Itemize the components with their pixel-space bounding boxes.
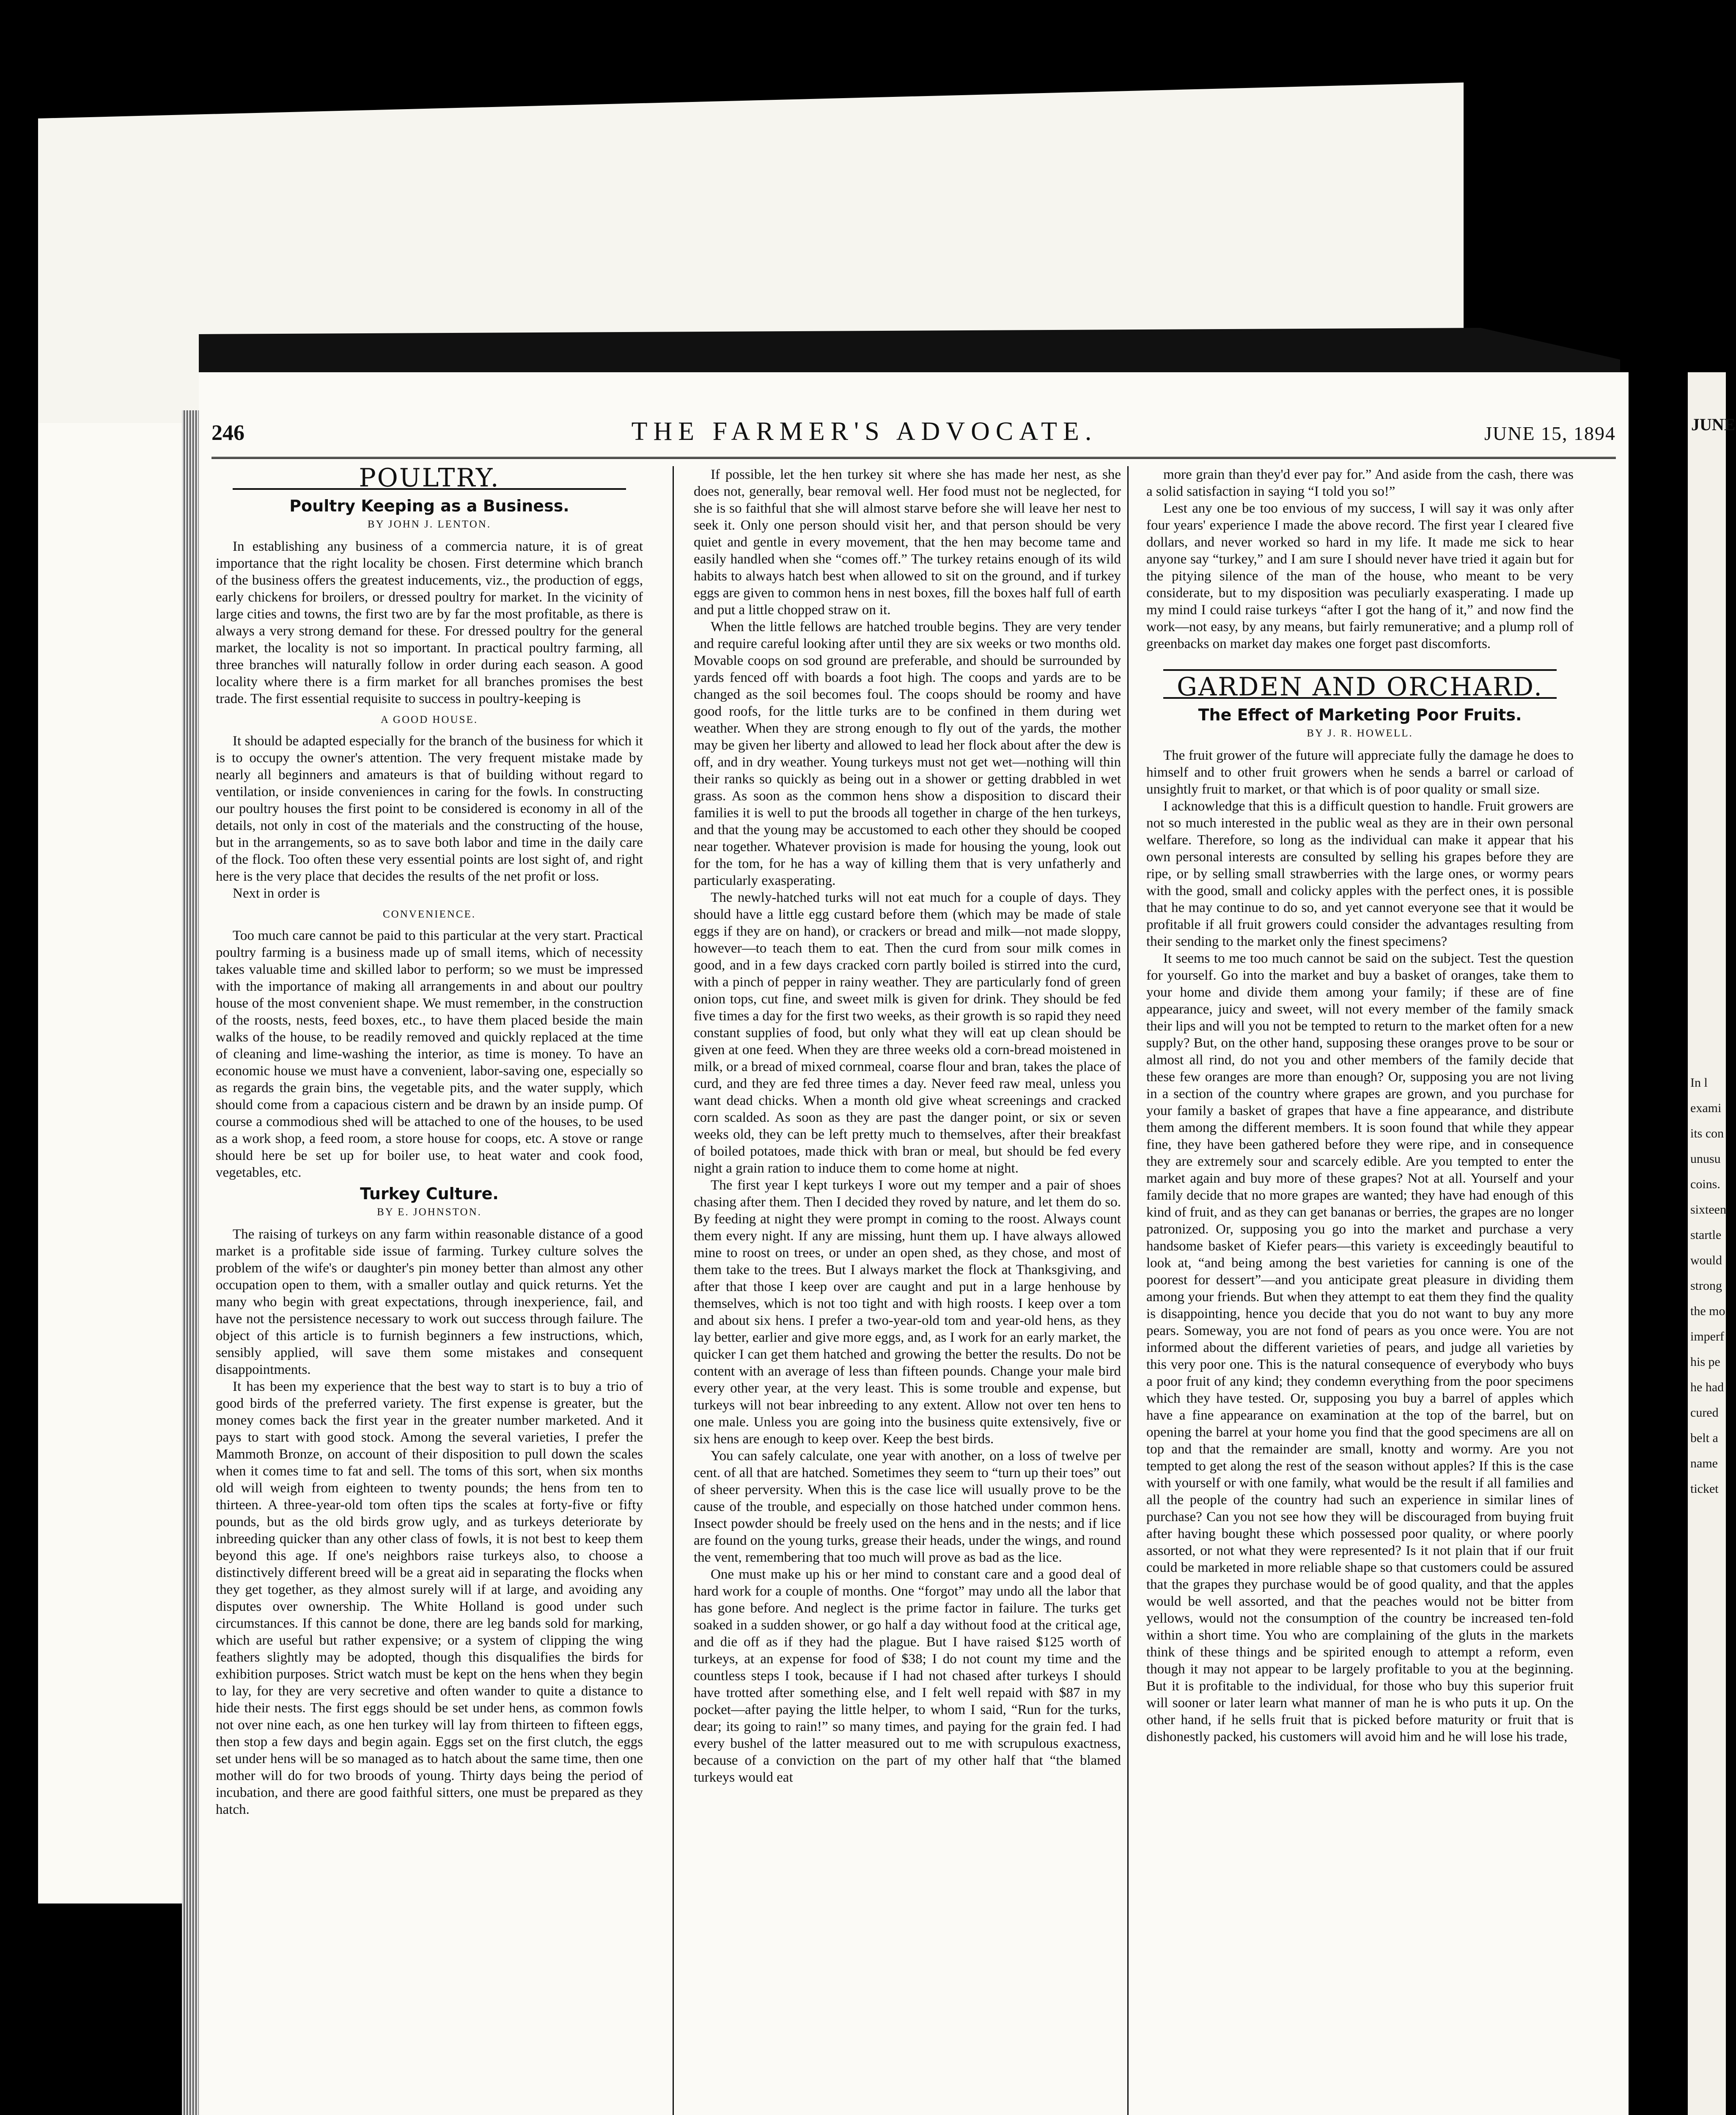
paragraph: It seems to me too much cannot be said on the subject. Test the question for yourself. Go into the market and buy a basket of oranges, take them to your home and divide them among your family; if these are of fine appearance, juicy and sweet, will not every member of the family smack their lips and will you not be tempted to return to the market often for a new supply? But, on the other hand, supposing these oranges prove to be sour or almost all rind, do not you and other members of the family decide that these few oranges are more than enough? Or, supposing you are not living in a section of the country where grapes are grown, and you purchase for your family a basket of grapes that have a fine appearance, and distribute them among the different members. It is soon found that while they appear fine, they have been gathered before they were ripe, and in consequence they are extremely sour and scarcely edible. Are you tempted to enter the market again and buy more of these grapes? Not at all. Yourself and your family decide that no more grapes are wanted; they have had enough of this kind of fruit, and as they can get bananas or berries, the grapes are no longer patronized. Or, supposing you go into the market and purchase a very handsome basket of Kiefer pears—this variety is exceedingly beautiful to look at, “and being among the best varieties for canning is one of the poorest for dessert”—and you anticipate great pleasure in dividing them among your friends. But when they attempt to eat them they find the quality is disappointing, hence you decide that you do not want to buy any more pears. Someway, you are not fond of pears as you once were. You are not informed about the different varieties of pears, and judge all varieties by this very poor one. This is the natural consequence of everybody who buys a poor fruit of any kind; they condemn everything from the poor specimens which they have tested. Or, supposing you buy a barrel of apples which have a fine appearance on examination at the top of the barrel, but on opening the barrel at your home you find that the good specimens are all on top and that the remainder are small, knotty and wormy. Are you not tempted to get along the rest of the season without apples? If this is the case with yourself or with one family, what would be the result if all families and all the people of the country had such an experience in similar lines of purchase? Can you not see how they will be discouraged from buying fruit after having bought these which possessed poor quality, or where poorly assorted, or not what they were represented? Is it not plain that if our fruit could be marketed in more reliable shape so that customers could be assured that the grapes they purchase would be of good quality, and that the apples would be well assorted, and that the peaches would not be bitter from yellows, would not the consumption of the country be increased ten-fold within a short time. You who are complaining of the gluts in the markets think of these things and be spirited enough to attempt a reform, even though it may not appear to be largely profitable to you at the beginning. But it is profitable to the individual, for those who buy this superior fruit will sooner or later learn what manner of man he is who puts it up. On the other hand, if he sells fruit that is picked before maturity or fruit that is dishonestly packed, his customers will avoid him and he will lose his trade, [1146,951,1574,1744]
adjacent-page-text [1690,1070,1726,1502]
snippet: imperf [1690,1329,1724,1343]
paragraph: If possible, let the hen turkey sit where she has made her nest, as she does not, generally, bear removal well. Her food must not be neglected, for she is so faithful that she will almost starve before she will leave her nest to seek it. Only one person should visit her, and that person should be very quiet and gentle in every movement, that the hen may become tame and easily handled when she “comes off.” The turkey retains enough of its wild habits to always hatch best when allowed to sit on the ground, and if turkey eggs are given to common hens in nest boxes, fill the boxes half full of earth and put a little chopped straw on it. [694,467,1121,618]
masthead: THE FARMER'S ADVOCATE. [631,417,1098,446]
section-rule [1163,669,1557,671]
column-2 [694,466,1121,2115]
subhead-convenience: CONVENIENCE. [382,909,476,920]
paragraph: I acknowledge that this is a difficult question to handle. Fruit growers are not so much interested in the public weal as they are in their own personal welfare. Therefore, so long as the individual can make it appear that his own personal interests are consulted by selling his grapes before they are ripe, or by selling small strawberries with the large ones, or wormy pears with the good, small and colicky apples with the perfect ones, it is possible that he may continue to do so, and yet cannot everyone see that it would be profitable if all fruit growers could consider the advantages resulting from their sending to the market only the finest specimens? [1146,799,1574,949]
snippet: its con [1690,1126,1724,1140]
snippet: unusu [1690,1152,1721,1166]
paragraph: Next in order is [233,886,320,901]
article-title-poultry-business: Poultry Keeping as a Business. [289,497,569,515]
snippet: the mo [1690,1304,1725,1318]
paragraph: Lest any one be too envious of my success, I will say it was only after four years' experience I made the above record. The first year I cleared five dollars, and never worked so hard in my life. It made me sick to hear anyone say “turkey,” and I am sure I should never have tried it again but for the pitying silence of the man of the house, who meant to be very considerate, but to my disposition was peculiarly exasperating. I made up my mind I could raise turkeys “after I got the hang of it,” and now find the work—not easy, by any means, but fairly remunerative; and a plump roll of greenbacks on market day makes one forget past discomforts. [1146,501,1574,651]
snippet: startle [1690,1228,1722,1242]
column-rule [1127,466,1129,2115]
page-number: 246 [212,421,244,445]
book-binding-edge [182,410,201,2115]
paragraph: more grain than they'd ever pay for.” And aside from the cash, there was a solid satisfaction in saying “I told you so!” [1146,467,1574,499]
paragraph: One must make up his or her mind to constant care and a good deal of hard work for a couple of months. One “forgot” may undo all the labor that has gone before. And neglect is the prime factor in failure. The turks get soaked in a sudden shower, or go half a day without food at the critical age, and die off as if they had the plague. But I have raised $125 worth of turkeys, at an expense for food of $38; I do not count my time and the countless steps I took, because if I had not chased after turkeys I should have trotted after something else, and I felt well repaid with $87 in my pocket—after paying the little helper, to whom I said, “Run for the turks, dear; its going to rain!” so many times, and paying for the grain fed. I had every bushel of the latter measured out to me with scrupulous exactness, because of a conviction on the part of my other half that “the blamed turkeys would eat [694,1567,1121,1785]
paragraph: The raising of turkeys on any farm within reasonable distance of a good market is a profitable side issue of farming. Turkey culture solves the problem of the wife's or daughter's pin money better than almost any other occupation open to them, with a smaller outlay and quick returns. Yet the many who begin with great expectations, through inexperience, fail, and have not the persistence necessary to work out success through failure. The object of this article is to furnish beginners a few instructions, which, sensibly applied, will save them some mistakes and consequent disappointments. [216,1227,643,1377]
header-rule [212,457,1616,459]
snippet: exami [1690,1101,1722,1115]
snippet: belt a [1690,1431,1718,1445]
adjacent-page-fragment [1688,372,1736,2115]
snippet: his pe [1690,1355,1720,1369]
page-header [212,417,1616,455]
subhead-good-house: A GOOD HOUSE. [381,714,478,725]
paragraph: The newly-hatched turks will not eat much for a couple of days. They should have a little egg custard before them (which may be made of stale eggs if they are on hand), or crackers or bread and milk—not made sloppy, however—to teach them to eat. Then the curd from sour milk comes in good, and in a few days cracked corn partly boiled is stirred into the curd, with a pinch of pepper in rainy weather. They are particularly fond of green onion tops, cut fine, and sweet milk is given for drink. They should be fed five times a day for the first two weeks, as their growth is so rapid they need constant supplies of food, but only what they will eat up clean should be given at one feed. When they are three weeks old a corn-bread moistened in milk, or a bread of mixed cornmeal, coarse flour and bran, takes the place of curd, and they are fed three times a day. Never feed raw meal, unless you want dead chicks. When a month old give wheat screenings and cracked corn scalded. As soon as they are past the danger point, or six or seven weeks old, they can be left pretty much to themselves, after their breakfast of boiled potatoes, made thick with bran or meal, but should be fed every night a grain ration to induce them to come home at night. [694,890,1121,1176]
snippet: he had [1690,1380,1724,1394]
article-title-poor-fruits: The Effect of Marketing Poor Fruits. [1198,706,1522,724]
snippet: ticket [1690,1482,1719,1496]
paragraph: It has been my experience that the best way to start is to buy a trio of good birds of the preferred variety. The first expense is greater, but the money comes back the first year in the greater number marketed. And it pays to start with good stock. Among the several varieties, I prefer the Mammoth Bronze, on account of their disposition to pull down the scales when it comes time to fat and sell. The toms of this sort, when six months old will weigh from eighteen to twenty pounds; the hens from ten to thirteen. A three-year-old tom often tips the scales at forty-five or fifty pounds, but as the old birds grow ugly, and as turkeys deteriorate by inbreeding quicker than any other class of fowls, it is not best to keep them beyond this age. If one's neighbors raise turkeys also, to choose a distinctively different breed will be a great aid in separating the flocks when they get together, as they almost surely will if at large, and avoiding any disputes over ownership. The White Holland is good under such circumstances. If this cannot be done, there are leg bands sold for marking, which are useful but rather expensive; or a system of clipping the wing feathers slightly may be adopted, though this disqualifies the birds for exhibition purposes. Strict watch must be kept on the hens when they begin to lay, for they are very secretive and often wander to quite a distance to hide their nests. The first eggs should be set under hens, as common fowls not over nine each, as one hen turkey will lay from thirteen to fifteen eggs, then stop a few days and begin again. Eggs set on the first clutch, the eggs set under hens will be so managed as to hatch about the same time, then one mother will do for two broods of young. Thirty days being the period of incubation, and there are good faithful sitters, one must be prepared as they hatch. [216,1379,643,1817]
newspaper-page [199,372,1629,2115]
department-heading-garden: GARDEN AND ORCHARD. [1176,672,1544,702]
column-1 [216,463,643,2115]
paragraph: The first year I kept turkeys I wore out my temper and a pair of shoes chasing after them. Then I decided they roved by nature, and let them do so. By feeding at night they were prompt in coming to the roost. Always count them every night. If any are missing, hunt them up. I have always allowed mine to roost on trees, or under an open shed, as they chose, and most of them take to the trees. But I always market the flock at Thanksgiving, and after that those I keep over are caught and put in a large henhouse by themselves, which is not too tight and with high roosts. I keep over a tom and about six hens. I prefer a two-year-old tom and year-old hens, as they lay better, earlier and give more eggs, and, as I work for an early market, the quicker I can get them hatched and growing the better the results. Do not be content with an average of less than fifteen pounds. Change your male bird every other year, at the very least. This is some trouble and expense, but turkeys will not bear inbreeding to any extent. Allow not over ten hens to one male. Unless you are going into the business quite extensively, five or six hens are enough to keep over. Keep the best birds. [694,1178,1121,1447]
adjacent-page-header: JUNE [1691,415,1736,434]
paragraph: It should be adapted especially for the branch of the business for which it is to occupy the owner's attention. The very frequent mistake made by nearly all beginners and amateurs is that of building without regard to ventilation, or inside conveniences in caring for the fowls. In constructing our poultry houses the first point to be considered is economy in all of the details, not only in cost of the materials and the constructing of the house, but in the arrangements, so as to save both labor and time in the daily care of the flock. Too often these very essential points are lost sight of, and right here is the very place that decides the results of the net profit or loss. [216,733,643,884]
byline: BY E. JOHNSTON. [377,1206,482,1218]
snippet: sixteen [1690,1203,1726,1217]
snippet: name [1690,1456,1718,1470]
paragraph: In establishing any business of a commercia nature, it is of great importance that the right locality be chosen. First determine which branch of the business offers the greatest inducements, viz., the production of eggs, early chickens for broilers, or dressed poultry for market. In the vicinity of large cities and towns, the first two are by far the most profitable, as there is always a very strong demand for these. For dressed poultry for the general market, the locality is not so important. In practical poultry farming, all three branches will naturally follow in order during each season. A good locality where there is a firm market for all branches promises the best trade. The first essential requisite to success in poultry-keeping is [216,539,643,706]
snippet: cured [1690,1406,1719,1420]
byline: BY J. R. HOWELL. [1307,728,1413,739]
column-3 [1146,466,1574,2115]
snippet: coins. [1690,1177,1720,1191]
snippet: strong [1690,1279,1722,1293]
column-rule [673,466,674,2115]
department-heading-poultry: POULTRY. [359,463,500,493]
left-margin-light [38,423,182,1904]
issue-date: JUNE 15, 1894 [1484,423,1616,444]
paragraph: Too much care cannot be paid to this particular at the very start. Practical poultry farming is a business made up of small items, which of necessity takes valuable time and skilled labor to perform; so we must be impressed with the importance of making all arrangements in and about our poultry house of the most convenient shape. We must remember, in the construction of the roosts, nests, feed boxes, etc., to have them placed beside the main walks of the house, to be readily removed and quickly replaced at the time of cleaning and lime-washing the interior, as time is money. To have an economic house we must have a convenient, labor-saving one, especially so as regards the grain bins, the vegetable pits, and the water supply, which should come from a capacious cistern and be drawn by an inside pump. Of course a commodious shed will be attached to one of the houses, to be used as a work shop, a feed room, a store house for coops, etc. A stove or range should here be set up for boiler use, to heat water and cook food, vegetables, etc. [216,928,643,1180]
snippet: would [1690,1253,1722,1267]
article-title-turkey-culture: Turkey Culture. [360,1184,499,1203]
snippet: In l [1690,1076,1708,1090]
paragraph: When the little fellows are hatched trouble begins. They are very tender and require careful looking after until they are six weeks or two months old. Movable coops on sod ground are preferable, and should be surrounded by yards fenced off with boards a foot high. The coops and yards are to be changed as the soil becomes foul. The coops should be roomy and have good roofs, for the little turks are to be confined in them during wet weather. When they are strong enough to fly out of the yards, the mother may be given her liberty and allowed to lead her flock about after the dew is off, and in dry weather. Young turkeys must not get wet—nothing will thin their ranks so quickly as being out in a shower or getting drabbled in wet grass. As soon as the common hens show a disposition to discard their families it is well to put the broods all together in charge of the hen turkeys, and that the young may be accustomed to each other they should be cooped near together. Whatever provision is made for housing the young, look out for the tom, for he has a way of killing them that is very unfatherly and particularly exasperating. [694,619,1121,888]
paragraph: The fruit grower of the future will appreciate fully the damage he does to himself and to other fruit growers when he sends a barrel or carload of unsightly fruit to market, or that which is of poor quality or small size. [1146,748,1574,797]
paragraph: You can safely calculate, one year with another, on a loss of twelve per cent. of all that are hatched. Sometimes they seem to “turn up their toes” out of sheer perversity. When this is the case lice will usually prove to be the cause of the trouble, and especially on those hatched under common hens. Insect powder should be freely used on the hens and in the nests; and if lice are found on the young turks, grease their heads, under the wings, and round the vent, remembering that too much will prove as bad as the lice. [694,1448,1121,1565]
byline: BY JOHN J. LENTON. [367,519,492,530]
